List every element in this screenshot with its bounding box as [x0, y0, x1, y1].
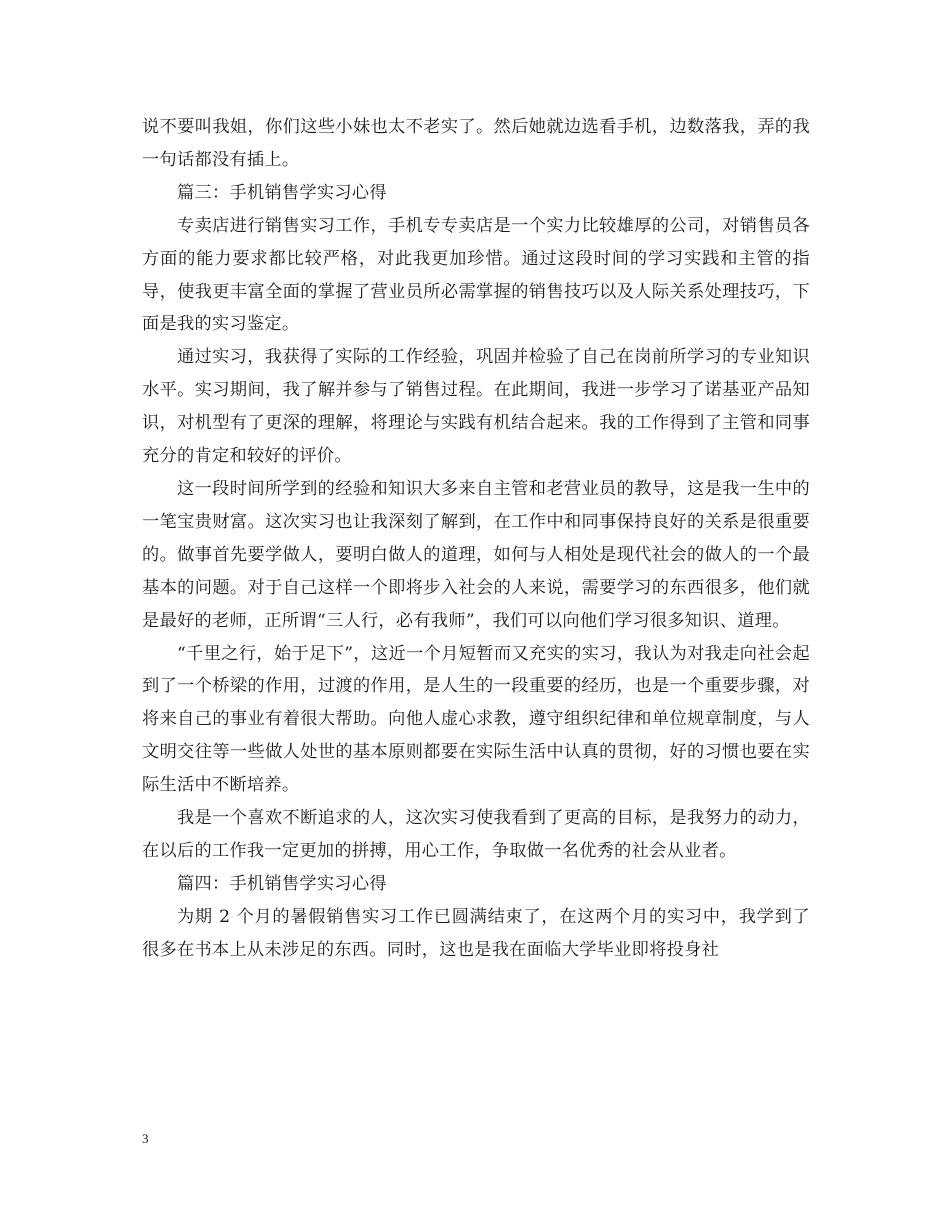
paragraph: 我是一个喜欢不断追求的人，这次实习使我看到了更高的目标，是我努力的动力，在以后的工作我一定更加的拼搏，用心工作，争取做一名优秀的社会从业者。	[142, 808, 810, 861]
paragraph: 说不要叫我姐，你们这些小妹也太不老实了。然后她就边选看手机，边数落我，弄的我一句话都没有插上。	[142, 117, 810, 170]
document-body	[142, 111, 810, 967]
paragraph: 通过实习，我获得了实际的工作经验，巩固并检验了自己在岗前所学习的专业知识水平。实习期间，我了解并参与了销售过程。在此期间，我进一步学习了诺基亚产品知识，对机型有了更深的理解，将理论与实践有机结合起来。我的工作得到了主管和同事充分的肯定和较好的评价。	[142, 347, 810, 467]
paragraph: “千里之行，始于足下”，这近一个月短暂而又充实的实习，我认为对我走向社会起到了一个桥梁的作用，过渡的作用，是人生的一段重要的经历，也是一个重要步骤，对将来自己的事业有着很大帮助。向他人虚心求教，遵守组织纪律和单位规章制度，与人文明交往等一些做人处世的基本原则都要在实际生活中认真的贯彻，好的习惯也要在实际生活中不断培养。	[142, 643, 810, 796]
section-heading: 篇三：手机销售学实习心得	[177, 182, 387, 203]
section-heading: 篇四：手机销售学实习心得	[177, 873, 387, 894]
paragraph: 这一段时间所学到的经验和知识大多来自主管和老营业员的教导，这是我一生中的一笔宝贵财富。这次实习也让我深刻了解到，在工作中和同事保持良好的关系是很重要的。做事首先要学做人，要明白做人的道理，如何与人相处是现代社会的做人的一个最基本的问题。对于自己这样一个即将步入社会的人来说，需要学习的东西很多，他们就是最好的老师，正所谓“三人行，必有我师”，我们可以向他们学习很多知识、道理。	[142, 478, 810, 631]
page-number: 3	[142, 1131, 149, 1146]
paragraph: 为期 2 个月的暑假销售实习工作已圆满结束了，在这两个月的实习中，我学到了很多在书本上从未涉足的东西。同时，这也是我在面临大学毕业即将投身社	[142, 906, 810, 960]
paragraph: 专卖店进行销售实习工作，手机专专卖店是一个实力比较雄厚的公司，对销售员各方面的能力要求都比较严格，对此我更加珍惜。通过这段时间的学习实践和主管的指导，使我更丰富全面的掌握了营业员所必需掌握的销售技巧以及人际关系处理技巧，下面是我的实习鉴定。	[142, 215, 810, 335]
